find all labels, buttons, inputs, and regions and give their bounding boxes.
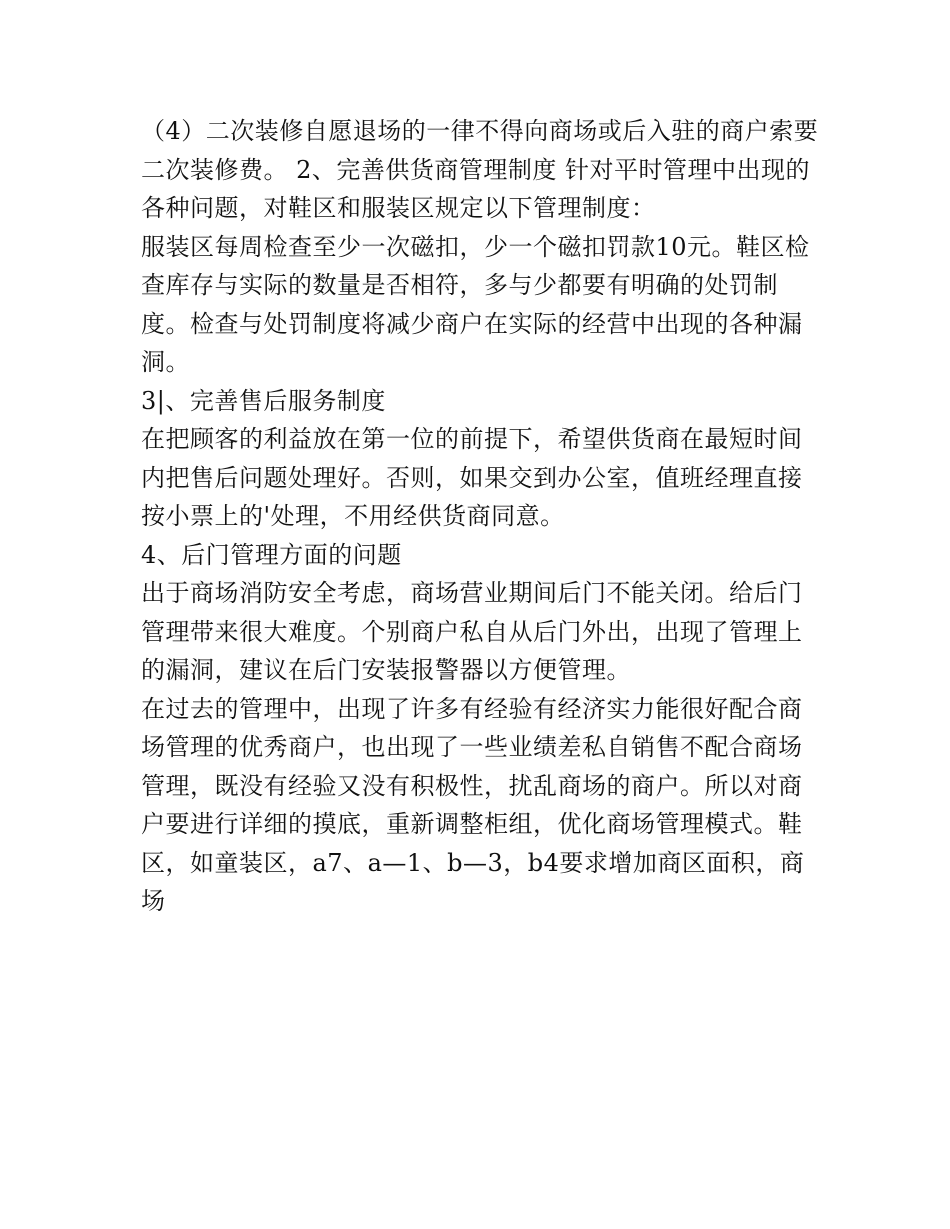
paragraph-back-door: 出于商场消防安全考虑，商场营业期间后门不能关闭。给后门管理带来很大难度。个别商户私自从后门外出，出现了管理上的漏洞，建议在后门安装报警器以方便管理。 — [141, 579, 803, 684]
paragraph-merchant-review: 在过去的管理中，出现了许多有经验有经济实力能很好配合商场管理的优秀商户，也出现了一些业绩差私自销售不配合商场管理，既没有经验又没有积极性，扰乱商场的商户。所以对商户要进行详细的摸底，重新调整柜组，优化商场管理模式。鞋区，如童装区，a7、a—1、b—3，b4要求增加商区面积，商场 — [141, 694, 805, 915]
heading-after-sales: 3|、完善售后服务制度 — [141, 386, 386, 415]
paragraph-decoration-fee: （4）二次装修自愿退场的一律不得向商场或后入驻的商户索要二次装修费。 2、完善供货商管理制度 针对平时管理中出现的各种问题，对鞋区和服装区规定以下管理制度： — [141, 117, 819, 222]
paragraph-inspection-rules: 服装区每周检查至少一次磁扣，少一个磁扣罚款10元。鞋区检查库存与实际的数量是否相符，多与少都要有明确的处罚制度。检查与处罚制度将减少商户在实际的经营中出现的各种漏洞。 — [141, 232, 810, 376]
document-body — [141, 112, 821, 921]
heading-back-door: 4、后门管理方面的问题 — [141, 540, 402, 569]
paragraph-after-sales: 在把顾客的利益放在第一位的前提下，希望供货商在最短时间内把售后问题处理好。否则，如果交到办公室，值班经理直接按小票上的'处理，不用经供货商同意。 — [141, 425, 803, 530]
